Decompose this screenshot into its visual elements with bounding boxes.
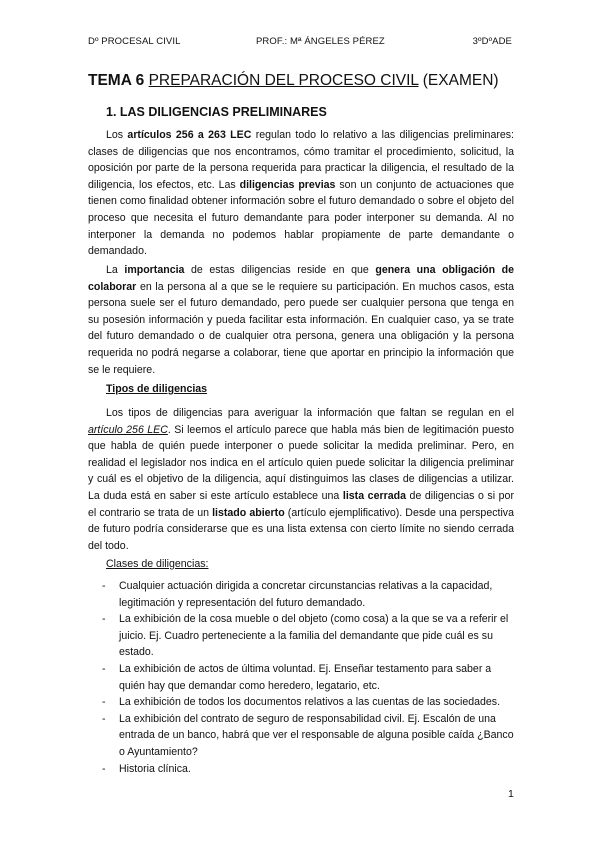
list-item <box>88 761 514 778</box>
list-item <box>88 578 514 611</box>
header-course: 3ºDºADE <box>472 36 512 47</box>
list-item-text: Cualquier actuación dirigida a concretar circunstancias relativas a la capacidad, legitimación y representación del futuro demandado. <box>119 580 493 609</box>
list-dash: - <box>102 662 106 675</box>
title-main: PREPARACIÓN DEL PROCESO CIVIL <box>148 72 419 89</box>
title-suffix: (EXAMEN) <box>418 72 499 89</box>
para3-text-c: . Si leemos el artículo parece que habla más bien de legitimación puesto que habla de quién puede interponer o puede solicitar la medida preliminar. Pero, en realidad el legislador nos indica en el artículo quien puede solicitar la diligencia preliminar y cuál es el objetivo de la diligencia, aquí distinguimos las clases de diligencias a utilizar. La duda está en saber si este artículo establece una <box>88 423 514 502</box>
paragraph-importancia <box>88 262 514 378</box>
para3-text-a: Los tipos de diligencias para averiguar la información que faltan se regulan en el <box>106 407 514 419</box>
list-dash: - <box>102 712 106 725</box>
section-heading: 1. LAS DILIGENCIAS PRELIMINARES <box>106 105 327 119</box>
para3-lista-cerrada: lista cerrada <box>342 489 406 502</box>
para3-text-e: de diligencias o si por el contrario se trata de un <box>88 489 514 519</box>
paragraph-tipos <box>88 405 514 554</box>
header-professor: PROF.: Mª ÁNGELES PÉREZ <box>256 36 385 47</box>
list-item <box>88 661 514 694</box>
clases-list <box>88 578 514 777</box>
para2-obligacion: genera una obligación de colaborar <box>88 264 514 293</box>
para3-listado-abierto: listado abierto <box>212 506 285 519</box>
para1-text-c: regulan todo lo relativo a las diligencias preliminares: clases de diligencias que nos encontramos, cómo tramitar el procedimiento, solicitud, la oposición por parte de la persona requerida para practicar la diligencia, el resultado de la diligencia, los efectos, etc. Las <box>88 129 514 191</box>
list-item-text: La exhibición de la cosa mueble o del objeto (como cosa) a la que se va a referir el juicio. Ej. Cuadro perteneciente a la familia del demandante que pide cuál es su estado. <box>119 613 509 659</box>
para2-text-c: de estas diligencias reside en que <box>184 264 376 276</box>
para3-text-g: (artículo ejemplificativo). Desde una perspectiva de futuro podría considerarse que es una lista extensa con cierto límite no siendo cerrada del todo. <box>88 506 514 552</box>
para1-text-e: son un conjunto de actuaciones que tienen como finalidad obtener información sobre el futuro demandado o sobre el objeto del proceso que necesita el futuro demandante para poder interponer su demanda. Al no interponer la demanda no podemos hablar propiamente de parte demandante o demandado. <box>88 178 514 258</box>
para1-text-a: Los <box>106 129 128 141</box>
page-number: 1 <box>508 788 514 800</box>
page-header <box>88 36 512 50</box>
subheading-tipos: Tipos de diligencias <box>106 383 208 395</box>
list-dash: - <box>102 580 106 592</box>
title-tema: TEMA 6 <box>88 72 145 89</box>
para2-importancia: importancia <box>124 264 185 276</box>
subheading-clases: Clases de diligencias: <box>106 558 209 570</box>
list-item-text: La exhibición del contrato de seguro de responsabilidad civil. Ej. Escalón de una entrada de un banco, habrá que ver el responsable de alguna posible caída ¿Banco o Ayuntamiento? <box>119 712 514 758</box>
list-dash: - <box>102 613 106 626</box>
list-dash: - <box>102 696 106 709</box>
list-item <box>88 611 514 661</box>
paragraph-intro <box>88 127 514 260</box>
list-item <box>88 711 514 761</box>
list-item <box>88 694 514 711</box>
para3-article-link: artículo 256 LEC <box>88 423 168 436</box>
list-item-text: La exhibición de actos de última voluntad. Ej. Enseñar testamento para saber a quién hay que demandar como heredero, legatario, etc. <box>119 662 492 692</box>
para2-text-e: en la persona al a que se le requiere su participación. En muchos casos, esta persona suele ser el futuro demandado, pero puede ser cualquier persona que tenga en su posesión información y pueda facilitar esta información. En cualquier caso, ya se trate del futuro demandado o de cualquier otra persona, genera una obligación y la persona requerida no podrá negarse a colaborar, tiene que aportar en principio la información que se le requiere. <box>88 280 514 376</box>
page-title <box>88 72 520 90</box>
list-dash: - <box>102 762 106 775</box>
para1-diligencias-previas: diligencias previas <box>239 178 336 191</box>
para2-text-a: La <box>106 264 125 276</box>
header-subject: Dº PROCESAL CIVIL <box>88 36 181 47</box>
list-item-text: Historia clínica. <box>119 762 191 775</box>
list-item-text: La exhibición de todos los documentos relativos a las cuentas de las sociedades. <box>119 696 501 709</box>
para1-articles: artículos 256 a 263 LEC <box>127 129 252 141</box>
